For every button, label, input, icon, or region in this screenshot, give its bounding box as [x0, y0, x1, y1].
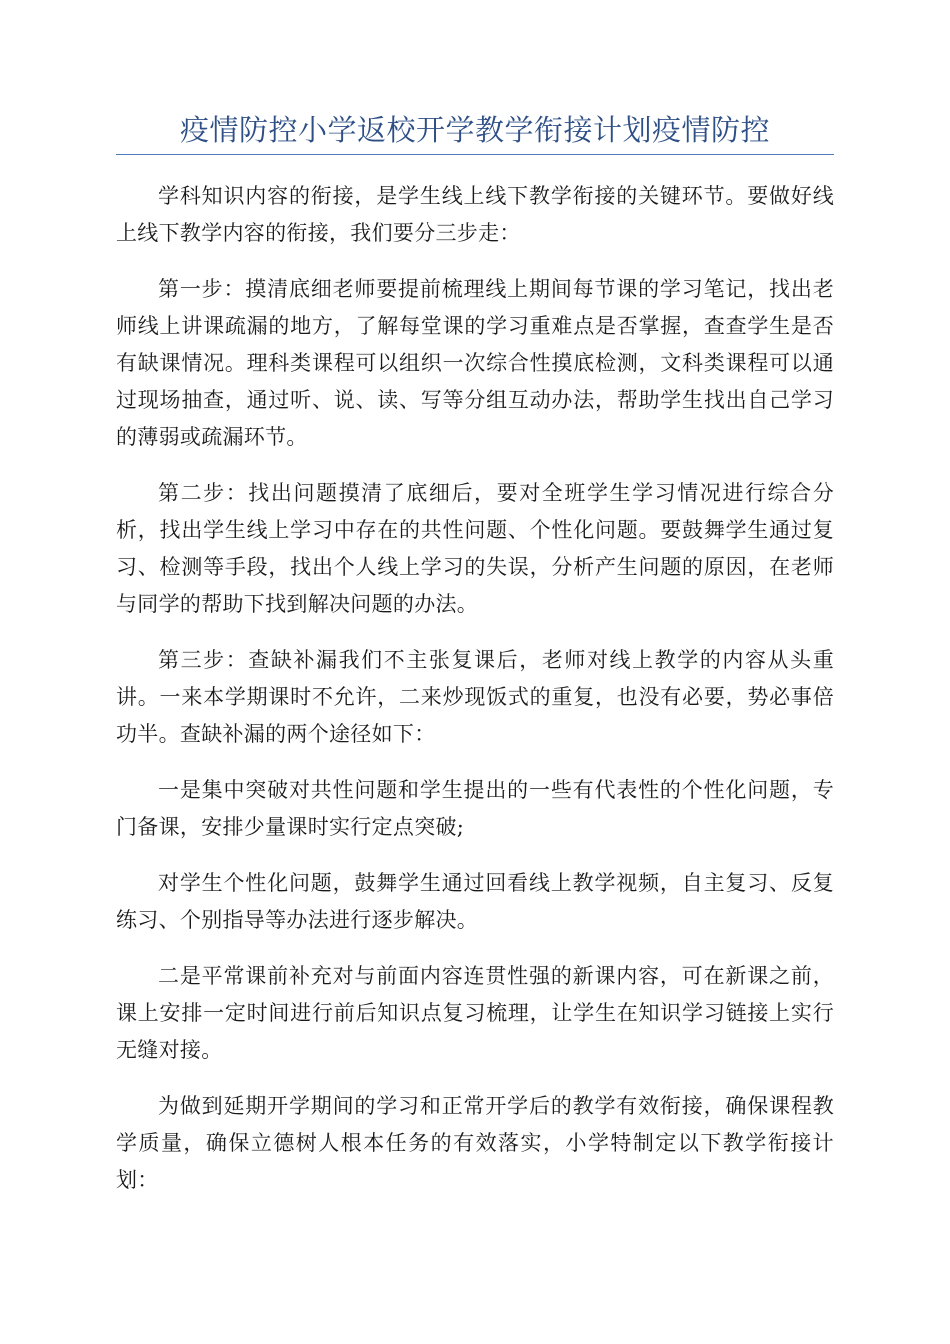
document-title: 疫情防控小学返校开学教学衔接计划疫情防控: [179, 113, 770, 147]
paragraph-approach-two: 二是平常课前补充对与前面内容连贯性强的新课内容，可在新课之前，课上安排一定时间进行前后知识点复习梳理，让学生在知识学习链接上实行无缝对接。: [116, 964, 834, 1062]
paragraph-intro: 学科知识内容的衔接，是学生线上线下教学衔接的关键环节。要做好线上线下教学内容的衔接，我们要分三步走：: [116, 184, 834, 245]
paragraph-step-three: 第三步：查缺补漏我们不主张复课后，老师对线上教学的内容从头重讲。一来本学期课时不允许，二来炒现饭式的重复，也没有必要，势必事倍功半。查缺补漏的两个途径如下：: [116, 648, 834, 746]
paragraph-step-one: 第一步：摸清底细老师要提前梳理线上期间每节课的学习笔记，找出老师线上讲课疏漏的地方，了解每堂课的学习重难点是否掌握，查查学生是否有缺课情况。理科类课程可以组织一次综合性摸底检测，文科类课程可以通过现场抽查，通过听、说、读、写等分组互动办法，帮助学生找出自己学习的薄弱或疏漏环节。: [116, 277, 834, 449]
paragraph-step-two: 第二步：找出问题摸清了底细后，要对全班学生学习情况进行综合分析，找出学生线上学习中存在的共性问题、个性化问题。要鼓舞学生通过复习、检测等手段，找出个人线上学习的失误，分析产生问题的原因，在老师与同学的帮助下找到解决问题的办法。: [116, 481, 834, 616]
paragraph-approach-one: 一是集中突破对共性问题和学生提出的一些有代表性的个性化问题，专门备课，安排少量课时实行定点突破;: [116, 778, 834, 839]
title-underline: [116, 154, 834, 155]
document-body: [116, 178, 834, 1218]
paragraph-individual-issues: 对学生个性化问题，鼓舞学生通过回看线上教学视频，自主复习、反复练习、个别指导等办法进行逐步解决。: [116, 871, 834, 932]
paragraph-plan-intro: 为做到延期开学期间的学习和正常开学后的教学有效衔接，确保课程教学质量，确保立德树人根本任务的有效落实，小学特制定以下教学衔接计划：: [116, 1094, 834, 1192]
